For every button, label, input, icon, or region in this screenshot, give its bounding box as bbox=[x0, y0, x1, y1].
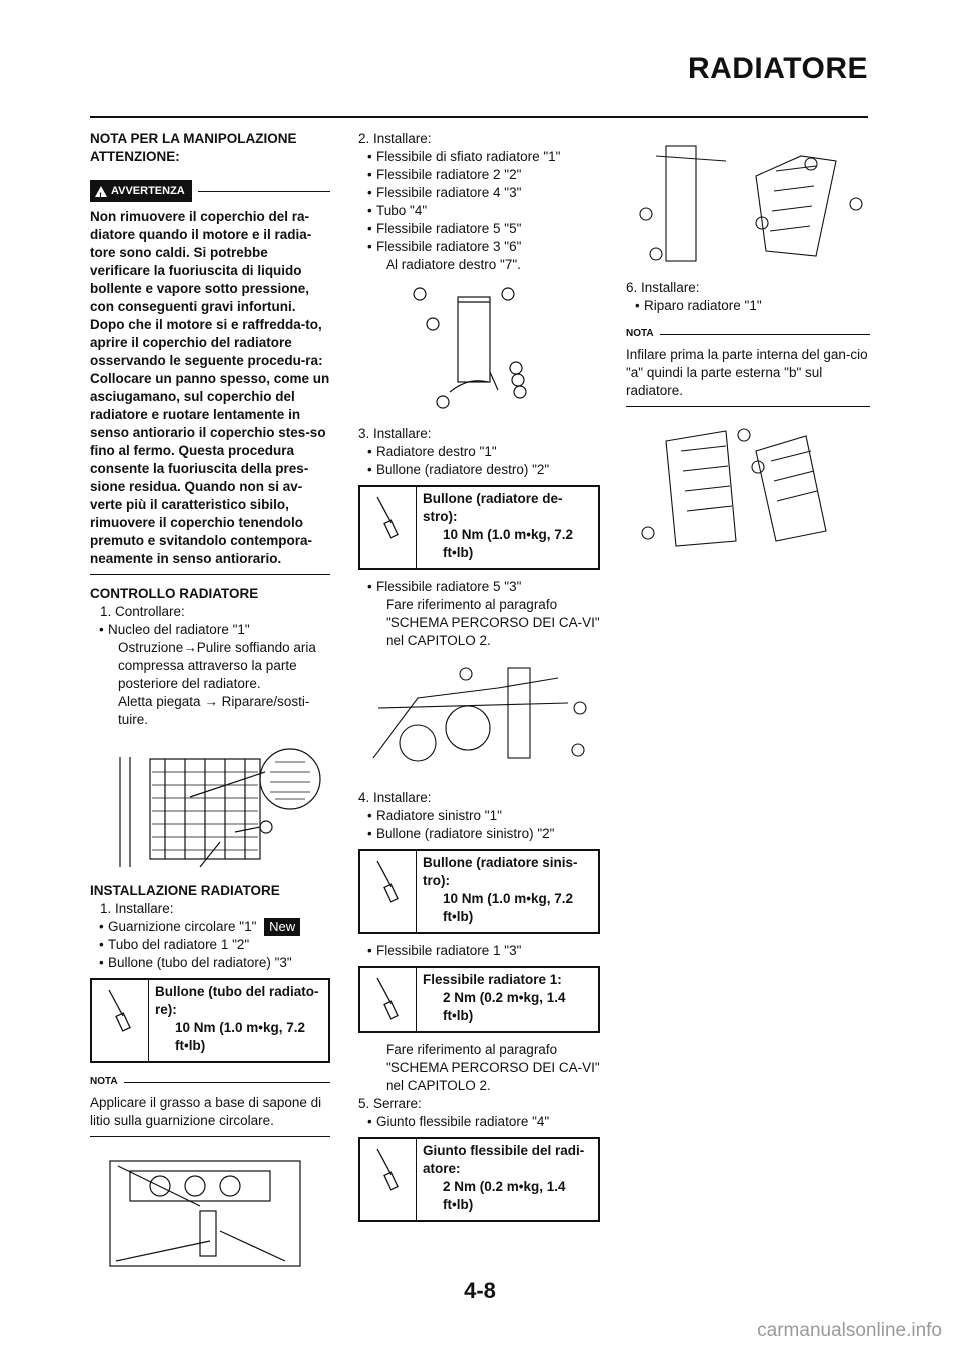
column-left bbox=[90, 130, 330, 1286]
nota-1-text: Applicare il grasso a base di sapone di litio sulla guarnizione circolare. bbox=[90, 1095, 322, 1128]
step-4-reference: Fare riferimento al paragrafo "SCHEMA PERCORSO DEI CA-VI" nel CAPITOLO 2. bbox=[386, 1042, 600, 1093]
warning-label: AVVERTENZA bbox=[111, 185, 185, 197]
torque-wrench-icon bbox=[360, 487, 417, 568]
torque-5-value: 2 Nm (0.2 m•kg, 1.4 ft•lb) bbox=[443, 1179, 566, 1212]
step-3-bullet-1: • Radiatore destro "1" bbox=[358, 443, 600, 461]
step-2-bullet-3: • Flessibile radiatore 4 "3" bbox=[358, 184, 600, 202]
step-4-bullet-2: • Bullone (radiatore sinistro) "2" bbox=[358, 825, 600, 843]
torque-2-name: Bullone (radiatore de-stro): bbox=[423, 491, 563, 524]
warning-line bbox=[198, 191, 330, 192]
step-6-bullet-1: • Riparo radiatore "1" bbox=[626, 297, 870, 315]
torque-1-value: 10 Nm (1.0 m•kg, 7.2 ft•lb) bbox=[175, 1020, 306, 1053]
controllo-bullet-1: • Nucleo del radiatore "1" bbox=[90, 621, 330, 639]
install-bullet-1 bbox=[90, 918, 330, 936]
install-bullet-1-text: Guarnizione circolare "1" bbox=[108, 919, 257, 934]
warning-bar bbox=[90, 180, 330, 202]
radiator-pipe-figure bbox=[90, 1151, 330, 1273]
step-4-bullet-1: • Radiatore sinistro "1" bbox=[358, 807, 600, 825]
warning-badge bbox=[90, 180, 192, 202]
step-2-bullet-4: • Tubo "4" bbox=[358, 202, 600, 220]
step-3-reference: Fare riferimento al paragrafo "SCHEMA PERCORSO DEI CA-VI" nel CAPITOLO 2. bbox=[386, 597, 600, 648]
torque-wrench-icon bbox=[360, 968, 417, 1031]
controllo-line-1: Ostruzione→Pulire soffiando aria compressa attraverso la parte posteriore del radiatore. bbox=[118, 640, 316, 691]
install-step-1: 1. Installare: bbox=[100, 901, 174, 916]
torque-wrench-icon bbox=[92, 980, 149, 1061]
step-3-bullet-3: • Flessibile radiatore 5 "3" bbox=[358, 578, 600, 596]
nota-2-end-rule bbox=[626, 406, 870, 407]
torque-2-value: 10 Nm (1.0 m•kg, 7.2 ft•lb) bbox=[443, 527, 574, 560]
torque-box-1 bbox=[90, 978, 330, 1063]
step-4-bullet-3: • Flessibile radiatore 1 "3" bbox=[358, 942, 600, 960]
warning-triangle-icon: ! bbox=[95, 186, 107, 197]
step-3: 3. Installare: bbox=[358, 426, 432, 441]
step-4: 4. Installare: bbox=[358, 790, 432, 805]
watermark: carmanualsonline.info bbox=[757, 1320, 942, 1341]
warning-text: Non rimuovere il coperchio del ra-diatore quando il motore e il radia-tore sono caldi. Si potrebbe verificare la fuoriuscita di liquido bollente e vapore sotto pressione, con conseguenti gravi infortuni. Dopo che il motore si e raffredda-to, aprire il coperchio del radiatore osservando le seguente procedu-ra: bbox=[90, 209, 323, 368]
warning-text-2: Collocare un panno spesso, come un asciugamano, sul coperchio del radiatore e ruotare lentamente in senso antiorario il coperchio stes-so fino al fermo. Questa procedura consente la fuoriuscita della pres-sione residua. Quando non si av-verte più il caratteristico sibilo, rimuovere il coperchio tenendolo premuto e svitandolo contempora-neamente in senso antiorario. bbox=[90, 371, 330, 566]
column-right bbox=[626, 130, 870, 562]
page-number: 4-8 bbox=[464, 1278, 496, 1303]
nota-label-2: NOTA bbox=[626, 328, 654, 339]
nota-label-1: NOTA bbox=[90, 1076, 118, 1087]
torque-3-value: 10 Nm (1.0 m•kg, 7.2 ft•lb) bbox=[443, 891, 574, 924]
torque-wrench-icon bbox=[360, 1139, 417, 1220]
step-5-bullet-1: • Giunto flessibile radiatore "4" bbox=[358, 1113, 600, 1131]
page-header-title: RADIATORE bbox=[687, 52, 868, 85]
nota-line-2 bbox=[660, 334, 870, 335]
step-6: 6. Installare: bbox=[626, 280, 700, 295]
torque-1-name: Bullone (tubo del radiato-re): bbox=[155, 984, 319, 1017]
column-middle bbox=[358, 130, 600, 1230]
nota-line-1 bbox=[124, 1082, 330, 1083]
nota-heading: NOTA PER LA MANIPOLAZIONE bbox=[90, 131, 297, 146]
nota-bar-2 bbox=[626, 325, 870, 343]
step-2-bullet-1: • Flessibile di sfiato radiatore "1" bbox=[358, 148, 600, 166]
torque-5-name: Giunto flessibile del radi-atore: bbox=[423, 1143, 585, 1176]
controllo-line-2: Aletta piegata → Riparare/sosti-tuire. bbox=[118, 694, 310, 727]
install-bullet-3: • Bullone (tubo del radiatore) "3" bbox=[90, 954, 330, 972]
step-5: 5. Serrare: bbox=[358, 1096, 422, 1111]
nota-bar-1 bbox=[90, 1073, 330, 1091]
torque-wrench-icon bbox=[360, 851, 417, 932]
left-radiator-figure bbox=[358, 658, 598, 776]
torque-4-name: Flessibile radiatore 1: bbox=[423, 972, 562, 987]
step-2: 2. Installare: bbox=[358, 131, 432, 146]
step-2-bullet-6-cont: Al radiatore destro "7". bbox=[386, 257, 521, 272]
radiator-core-figure bbox=[90, 737, 330, 869]
step-3-bullet-2: • Bullone (radiatore destro) "2" bbox=[358, 461, 600, 479]
controllo-step-1: 1. Controllare: bbox=[100, 604, 185, 619]
nota-1-end-rule bbox=[90, 1136, 330, 1137]
attenzione-heading: ATTENZIONE: bbox=[90, 149, 180, 164]
step-2-bullet-5: • Flessibile radiatore 5 "5" bbox=[358, 220, 600, 238]
step-2-bullet-6: • Flessibile radiatore 3 "6" bbox=[358, 238, 600, 256]
header-rule bbox=[90, 116, 868, 118]
step-2-bullet-2: • Flessibile radiatore 2 "2" bbox=[358, 166, 600, 184]
hose-routing-figure bbox=[358, 282, 598, 412]
torque-3-name: Bullone (radiatore sinis-tro): bbox=[423, 855, 578, 888]
warning-end-rule bbox=[90, 574, 330, 575]
nota-2-text: Infilare prima la parte interna del gan-cio "a" quindi la parte esterna "b" sul radiatore. bbox=[626, 347, 868, 398]
radiator-pair-figure bbox=[626, 136, 870, 266]
controllo-title: CONTROLLO RADIATORE bbox=[90, 586, 259, 601]
torque-box-2 bbox=[358, 485, 600, 570]
torque-4-value: 2 Nm (0.2 m•kg, 1.4 ft•lb) bbox=[443, 990, 566, 1023]
torque-box-4 bbox=[358, 966, 600, 1033]
radiator-guard-figure bbox=[626, 421, 870, 549]
torque-box-3 bbox=[358, 849, 600, 934]
torque-box-5 bbox=[358, 1137, 600, 1222]
install-bullet-2: • Tubo del radiatore 1 "2" bbox=[90, 936, 330, 954]
new-badge: New bbox=[264, 918, 300, 936]
install-title: INSTALLAZIONE RADIATORE bbox=[90, 883, 280, 898]
